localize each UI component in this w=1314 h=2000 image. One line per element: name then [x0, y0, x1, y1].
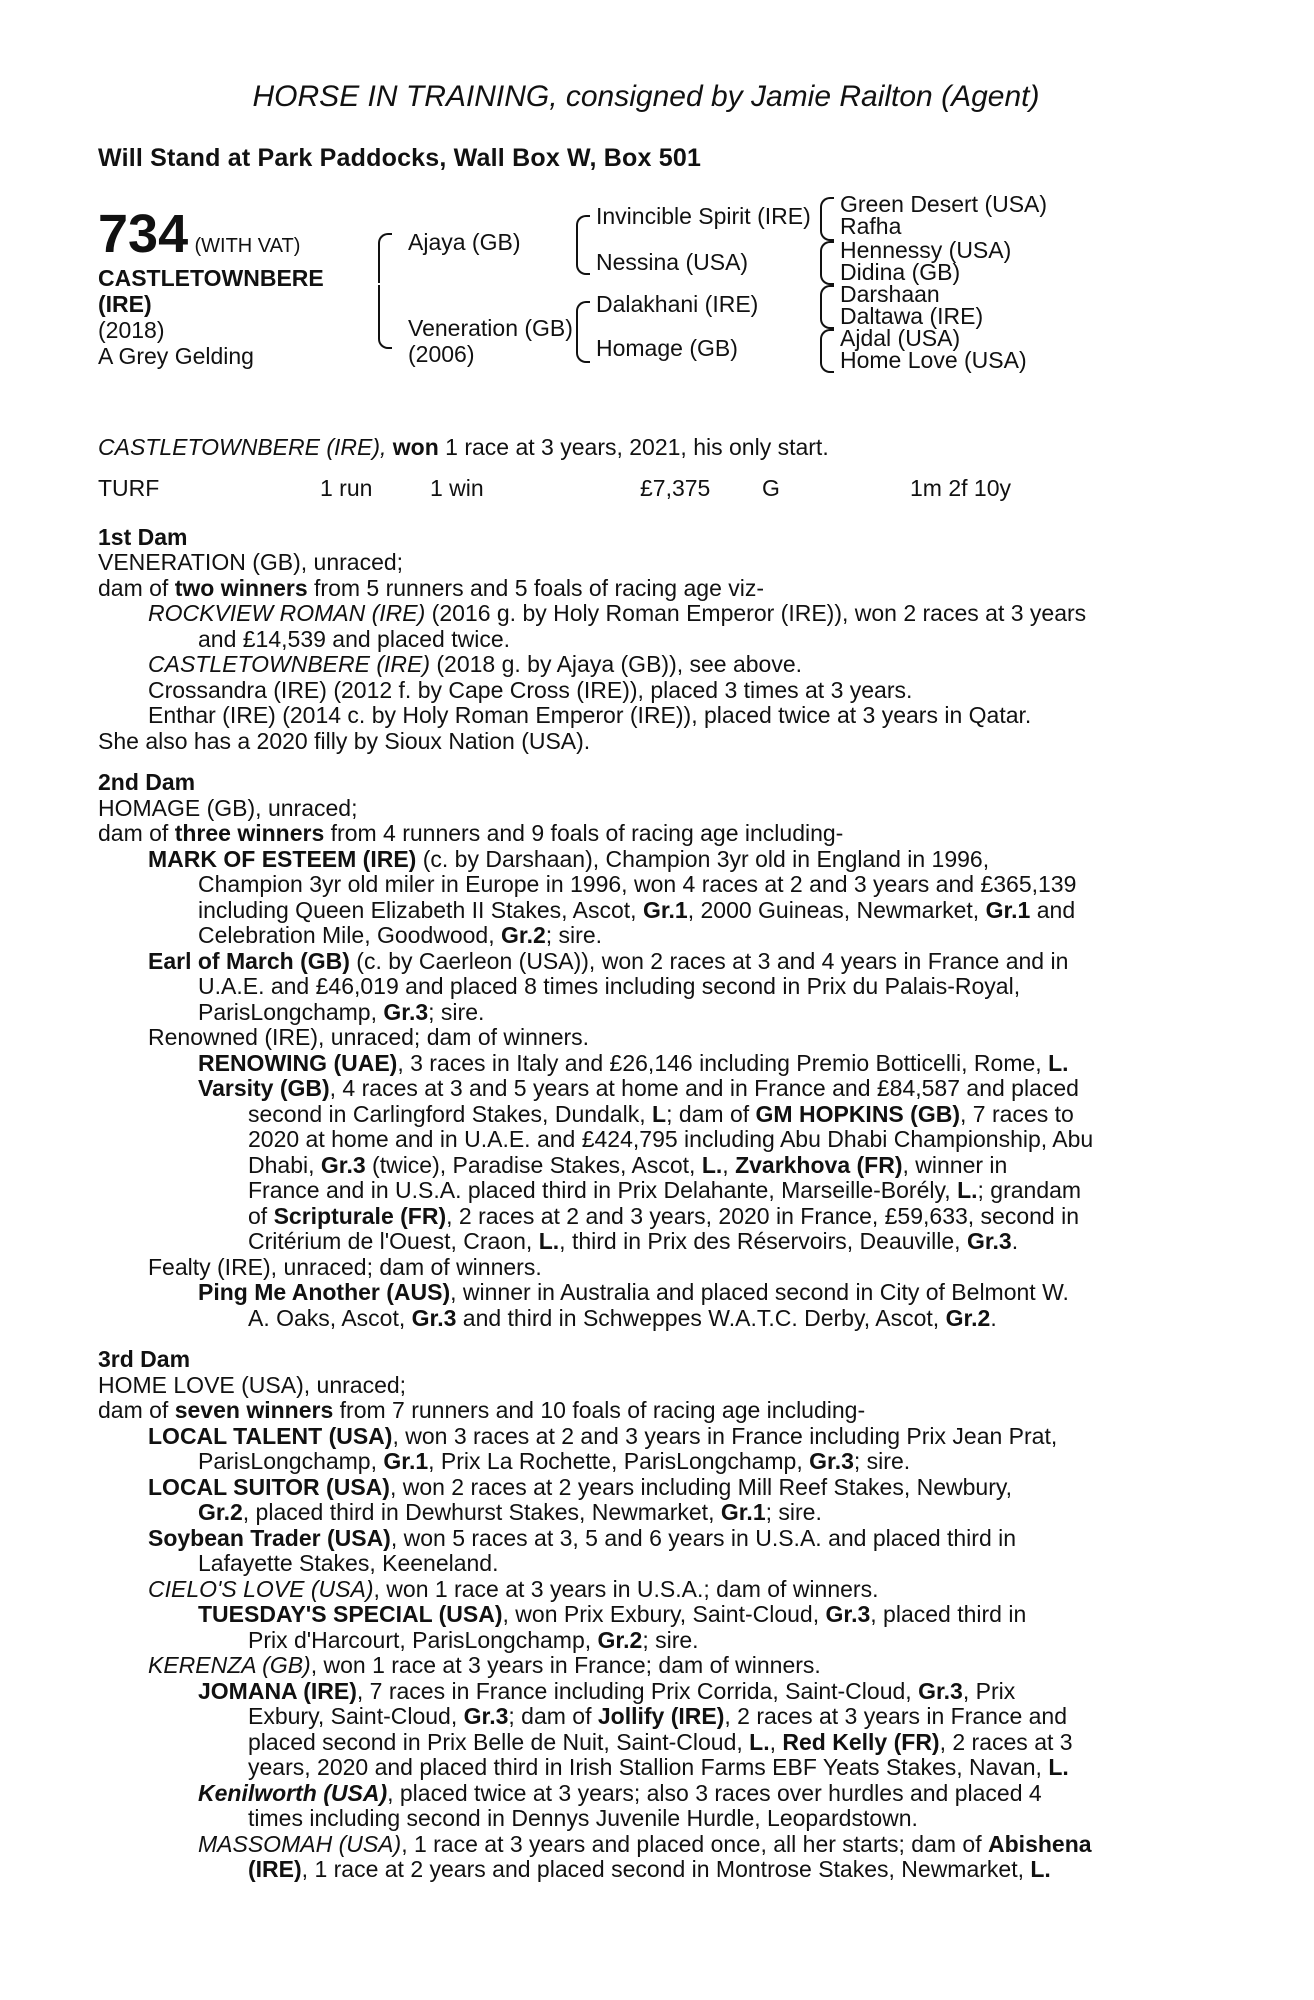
consignor-header: HORSE IN TRAINING, consigned by Jamie Railton (Agent)	[252, 80, 1040, 113]
brace-dam-sire	[576, 301, 590, 329]
vat-label: (WITH VAT)	[194, 235, 301, 257]
turf-distance: 1m 2f 10y	[910, 474, 1011, 501]
grandsire-7: Ajdal (USA)	[840, 325, 961, 351]
brace-sire	[378, 233, 392, 283]
produce-castletownbere: CASTLETOWNBERE (IRE) (2018 g. by Ajaya (GB)), see above.	[148, 651, 803, 677]
second-dam-summary: dam of three winners from 4 runners and 9 foals of racing age including-	[98, 820, 844, 846]
produce-jomana: JOMANA (IRE), 7 races in France including Prix Corrida, Saint-Cloud, Gr.3, Prix	[198, 1677, 1016, 1704]
horse-description: A Grey Gelding	[98, 343, 254, 369]
produce-mark-of-esteem: MARK OF ESTEEM (IRE) (c. by Darshaan), Champion 3yr old in England in 1996,	[148, 845, 990, 872]
brace-g6	[820, 307, 834, 329]
turf-record	[98, 475, 1194, 503]
grandsire-4: Didina (GB)	[840, 259, 961, 285]
varsity-line-7: Critérium de l'Ouest, Craon, L., third in Prix des Réservoirs, Deauville, Gr.3.	[248, 1228, 1019, 1254]
horse-year: (2018)	[98, 317, 165, 343]
produce-renowned: Renowned (IRE), unraced; dam of winners.	[148, 1024, 590, 1050]
sire-sire: Invincible Spirit (IRE)	[596, 203, 811, 229]
first-dam-summary: dam of two winners from 5 runners and 5 foals of racing age viz-	[98, 574, 765, 601]
second-dam-heading: 2nd Dam	[98, 769, 196, 795]
produce-local-talent: LOCAL TALENT (USA), won 3 races at 2 and 3 years in France including Prix Jean Prat,	[148, 1422, 1058, 1449]
produce-crossandra: Crossandra (IRE) (2012 f. by Cape Cross (IRE)), placed 3 times at 3 years.	[148, 676, 913, 703]
earl-line-2: U.A.E. and £46,019 and placed 8 times including second in Prix du Palais-Royal,	[198, 973, 1021, 999]
dam: Veneration (GB)	[408, 315, 573, 341]
lot-number: 734	[98, 204, 189, 264]
turf-earnings: £7,375	[640, 474, 711, 501]
produce-kenilworth: Kenilworth (USA), placed twice at 3 years; also 3 races over hurdles and placed 4	[198, 1779, 1042, 1806]
produce-tuesdays-special: TUESDAY'S SPECIAL (USA), won Prix Exbury, Saint-Cloud, Gr.3, placed third in	[198, 1601, 1027, 1627]
second-dam-section	[98, 770, 1194, 1331]
produce-renowing: RENOWING (UAE), 3 races in Italy and £26,146 including Premio Botticelli, Rome, L.	[198, 1049, 1069, 1076]
kenilworth-line-2: times including second in Dennys Juvenile Hurdle, Leopardstown.	[248, 1805, 918, 1831]
grandsire-3: Hennessy (USA)	[840, 237, 1012, 263]
produce-kerenza: KERENZA (GB), won 1 race at 3 years in France; dam of winners.	[148, 1652, 821, 1678]
first-dam-heading: 1st Dam	[98, 523, 188, 550]
turf-runs: 1 run	[320, 474, 373, 501]
produce-rockview-cont: and £14,539 and placed twice.	[198, 625, 511, 652]
brace-g3	[820, 241, 834, 265]
turf-surface: TURF	[98, 474, 160, 501]
produce-ping-me-another: Ping Me Another (AUS), winner in Australia and placed second in City of Belmont W.	[198, 1279, 1069, 1305]
brace-dam	[378, 285, 392, 349]
catalogue-page	[98, 80, 1194, 1883]
pedigree-block	[98, 191, 1194, 435]
varsity-line-3: 2020 at home and in U.A.E. and £424,795 including Abu Dhabi Championship, Abu	[248, 1126, 1094, 1152]
brace-g7	[820, 329, 834, 353]
dam-year: (2006)	[408, 341, 475, 367]
brace-g5	[820, 285, 834, 309]
second-dam-intro: HOMAGE (GB), unraced;	[98, 794, 358, 821]
mark-line-4: Celebration Mile, Goodwood, Gr.2; sire.	[198, 922, 602, 948]
lot-number-line	[98, 204, 301, 264]
massomah-line-2: (IRE), 1 race at 2 years and placed second in Montrose Stakes, Newmarket, L.	[248, 1856, 1051, 1882]
sire-dam: Nessina (USA)	[596, 249, 749, 275]
produce-rockview: ROCKVIEW ROMAN (IRE) (2016 g. by Holy Roman Emperor (IRE)), won 2 races at 3 years	[148, 600, 1087, 626]
dam-dam: Homage (GB)	[596, 335, 738, 361]
produce-soybean-trader: Soybean Trader (USA), won 5 races at 3, 5 and 6 years in U.S.A. and placed third in	[148, 1524, 1017, 1551]
jomana-line-4: years, 2020 and placed third in Irish Stallion Farms EBF Yeats Stakes, Navan, L.	[248, 1754, 1069, 1780]
brace-g1	[820, 197, 834, 221]
third-dam-summary: dam of seven winners from 7 runners and 10 foals of racing age including-	[98, 1397, 866, 1423]
brace-sire-dam	[576, 243, 590, 275]
race-summary: CASTLETOWNBERE (IRE), won 1 race at 3 years, 2021, his only start.	[98, 434, 829, 460]
soybean-line-2: Lafayette Stakes, Keeneland.	[198, 1550, 499, 1576]
turf-going: G	[762, 474, 780, 501]
turf-wins: 1 win	[430, 474, 484, 501]
mark-line-3: including Queen Elizabeth II Stakes, Ascot, Gr.1, 2000 Guineas, Newmarket, Gr.1 and	[198, 896, 1076, 923]
brace-g2	[820, 219, 834, 241]
produce-varsity: Varsity (GB), 4 races at 3 and 5 years at home and in France and £84,587 and placed	[198, 1075, 1079, 1101]
talent-line-2: ParisLongchamp, Gr.1, Prix La Rochette, ParisLongchamp, Gr.3; sire.	[198, 1448, 911, 1474]
horse-name: CASTLETOWNBERE	[98, 265, 324, 291]
grandsire-1: Green Desert (USA)	[840, 191, 1048, 217]
brace-dam-dam	[576, 327, 590, 363]
grandsire-2: Rafha	[840, 213, 902, 239]
grandsire-8: Home Love (USA)	[840, 347, 1027, 373]
horse-name-suffix: (IRE)	[98, 291, 152, 317]
grandsire-6: Daltawa (IRE)	[840, 303, 984, 329]
third-dam-heading: 3rd Dam	[98, 1346, 191, 1372]
varsity-line-5: France and in U.S.A. placed third in Prix Delahante, Marseille-Borély, L.; grandam	[248, 1177, 1082, 1203]
sire: Ajaya (GB)	[408, 229, 521, 255]
third-dam-section	[98, 1347, 1194, 1883]
produce-local-suitor: LOCAL SUITOR (USA), won 2 races at 2 years including Mill Reef Stakes, Newbury,	[148, 1473, 1013, 1500]
third-dam-intro: HOME LOVE (USA), unraced;	[98, 1371, 407, 1398]
first-dam-intro: VENERATION (GB), unraced;	[98, 549, 404, 575]
brace-g8	[820, 351, 834, 373]
first-dam-section	[98, 525, 1194, 755]
stand-location: Will Stand at Park Paddocks, Wall Box W, Box 501	[98, 144, 702, 172]
varsity-line-4: Dhabi, Gr.3 (twice), Paradise Stakes, Ascot, L., Zvarkhova (FR), winner in	[248, 1151, 1008, 1178]
produce-2020-filly: She also has a 2020 filly by Sioux Nation (USA).	[98, 727, 591, 754]
suitor-line-2: Gr.2, placed third in Dewhurst Stakes, Newmarket, Gr.1; sire.	[198, 1499, 822, 1525]
brace-sire-sire	[576, 215, 590, 245]
produce-cielos-love: CIELO'S LOVE (USA), won 1 race at 3 years in U.S.A.; dam of winners.	[148, 1575, 879, 1602]
jomana-line-3: placed second in Prix Belle de Nuit, Saint-Cloud, L., Red Kelly (FR), 2 races at 3	[248, 1728, 1073, 1755]
jomana-line-2: Exbury, Saint-Cloud, Gr.3; dam of Jollify (IRE), 2 races at 3 years in France and	[248, 1703, 1068, 1729]
brace-g4	[820, 263, 834, 285]
mark-line-2: Champion 3yr old miler in Europe in 1996, won 4 races at 2 and 3 years and £365,139	[198, 871, 1077, 897]
produce-enthar: Enthar (IRE) (2014 c. by Holy Roman Emperor (IRE)), placed twice at 3 years in Qatar.	[148, 702, 1032, 728]
produce-fealty: Fealty (IRE), unraced; dam of winners.	[148, 1253, 542, 1280]
varsity-line-6: of Scripturale (FR), 2 races at 2 and 3 years, 2020 in France, £59,633, second in	[248, 1202, 1080, 1229]
dam-sire: Dalakhani (IRE)	[596, 291, 759, 317]
earl-line-3: ParisLongchamp, Gr.3; sire.	[198, 998, 485, 1025]
produce-massomah: MASSOMAH (USA), 1 race at 3 years and placed once, all her starts; dam of Abishena	[198, 1830, 1092, 1857]
varsity-line-2: second in Carlingford Stakes, Dundalk, L; dam of GM HOPKINS (GB), 7 races to	[248, 1100, 1074, 1127]
produce-earl-of-march: Earl of March (GB) (c. by Caerleon (USA)), won 2 races at 3 and 4 years in France and in	[148, 947, 1069, 974]
ping-line-2: A. Oaks, Ascot, Gr.3 and third in Schweppes W.A.T.C. Derby, Ascot, Gr.2.	[248, 1304, 997, 1331]
grandsire-5: Darshaan	[840, 281, 940, 307]
tuesday-line-2: Prix d'Harcourt, ParisLongchamp, Gr.2; sire.	[248, 1626, 699, 1653]
